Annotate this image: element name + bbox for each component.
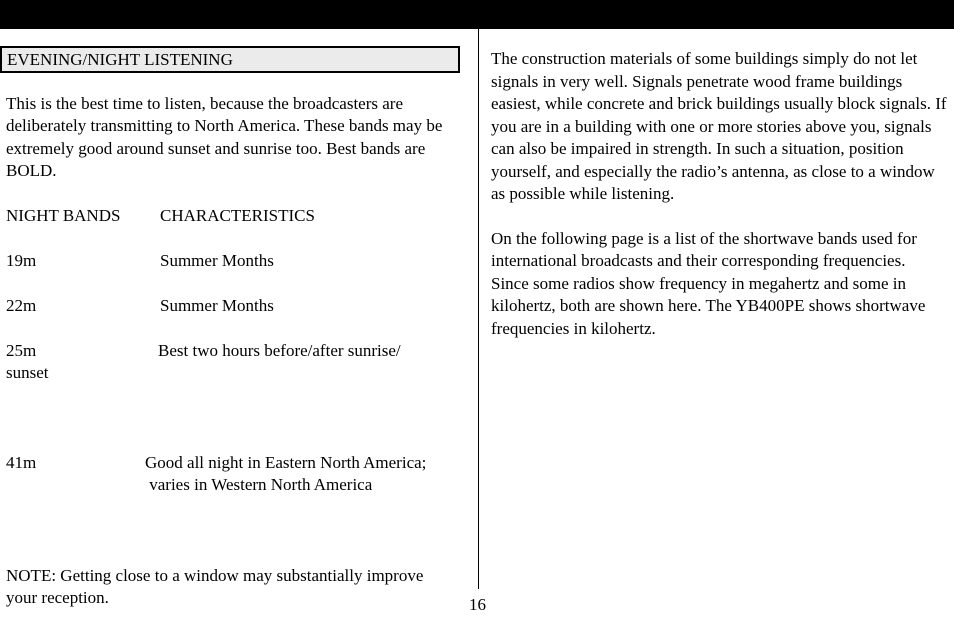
band-label: 25m: [6, 341, 37, 360]
paragraph-line: international broadcasts and their corresponding frequencies.: [491, 251, 906, 270]
table-header-band: NIGHT BANDS: [6, 206, 121, 225]
paragraph-line: The construction materials of some buildings simply do not let: [491, 49, 918, 68]
paragraph-line: signals in very well. Signals penetrate wood frame buildings: [491, 72, 903, 91]
section-heading: [0, 46, 460, 73]
section-heading-text: EVENING/NIGHT LISTENING: [7, 50, 233, 69]
paragraph-line: On the following page is a list of the shortwave bands used for: [491, 229, 917, 248]
band-characteristics: varies in Western North America: [145, 475, 373, 494]
column-divider: [478, 29, 479, 589]
intro-line: BOLD.: [6, 161, 57, 180]
band-characteristics: Summer Months: [160, 251, 274, 270]
band-characteristics: Summer Months: [160, 296, 274, 315]
header-bar: [0, 0, 954, 29]
band-characteristics: Best two hours before/after sunrise/: [158, 341, 401, 360]
band-characteristics: Good all night in Eastern North America;: [145, 453, 427, 472]
paragraph-line: yourself, and especially the radio’s antenna, as close to a window: [491, 162, 935, 181]
band-label: 22m: [6, 296, 37, 315]
paragraph-line: Since some radios show frequency in megahertz and some in: [491, 274, 906, 293]
intro-line: extremely good around sunset and sunrise too. Best bands are: [6, 139, 426, 158]
band-label: 41m: [6, 453, 37, 472]
band-label: 19m: [6, 251, 37, 270]
paragraph-line: you are in a building with one or more stories above you, signals: [491, 117, 932, 136]
paragraph-line: kilohertz, both are shown here. The YB400PE shows shortwave: [491, 296, 926, 315]
band-characteristics-wrap: sunset: [6, 363, 49, 382]
paragraph-line: frequencies in kilohertz.: [491, 319, 656, 338]
table-header-characteristics: CHARACTERISTICS: [160, 206, 315, 225]
paragraph-line: easiest, while concrete and brick buildings usually block signals. If: [491, 94, 947, 113]
paragraph-line: can also be impaired in strength. In such a situation, position: [491, 139, 904, 158]
paragraph-line: as possible while listening.: [491, 184, 675, 203]
note-line: NOTE: Getting close to a window may substantially improve: [6, 566, 424, 585]
page-number: 16: [469, 595, 486, 614]
note-line: your reception.: [6, 588, 109, 607]
intro-line: This is the best time to listen, because the broadcasters are: [6, 94, 404, 113]
intro-line: deliberately transmitting to North America. These bands may be: [6, 116, 443, 135]
